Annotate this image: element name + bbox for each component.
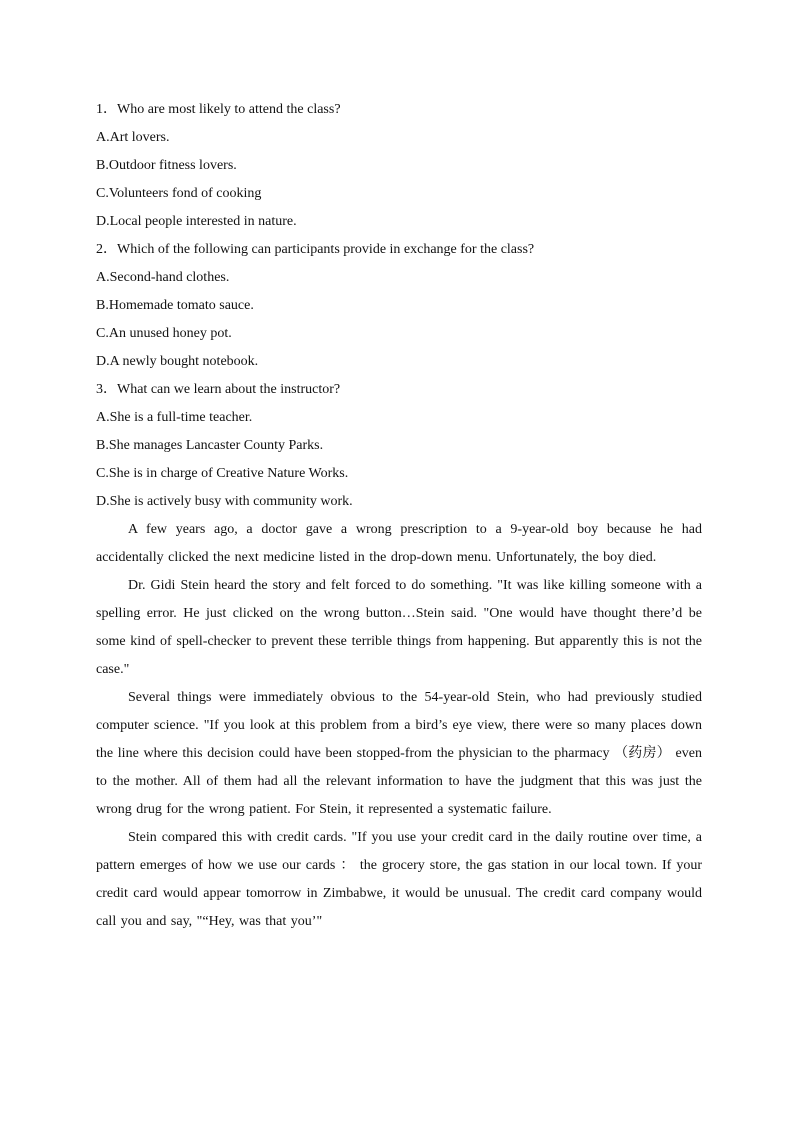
option-a: A.Art lovers. bbox=[96, 130, 170, 145]
question-stem: 2．Which of the following can participants provide in exchange for the class? bbox=[96, 242, 535, 257]
option-a: A.She is a full-time teacher. bbox=[96, 410, 253, 425]
question-stem: 1．Who are most likely to attend the class? bbox=[96, 102, 341, 117]
passage-paragraph: Dr. Gidi Stein heard the story and felt forced to do something. "It was like killing someone with a spelling error. He just clicked on the wrong button…Stein said. "One would have thought there’d be some kind of spell-checker to prevent these terrible things from happening. But apparently this is not the case." bbox=[96, 578, 702, 677]
option-c: C.Volunteers fond of cooking bbox=[96, 186, 262, 201]
question-block bbox=[96, 96, 702, 236]
option-b: B.She manages Lancaster County Parks. bbox=[96, 438, 324, 453]
passage-paragraph: Several things were immediately obvious to the 54-year-old Stein, who had previously studied computer science. "If you look at this problem from a bird’s eye view, there were so many places down the line where this decision could have been stopped-from the physician to the pharmacy （药房） even to the mother. All of them had all the relevant information to have the judgment that this was just the wrong drug for the wrong patient. For Stein, it represented a systematic failure. bbox=[96, 690, 702, 817]
option-d: D.A newly bought notebook. bbox=[96, 354, 259, 369]
option-c: C.She is in charge of Creative Nature Works. bbox=[96, 466, 349, 481]
passage-paragraph: A few years ago, a doctor gave a wrong prescription to a 9-year-old boy because he had accidentally clicked the next medicine listed in the drop-down menu. Unfortunately, the boy died. bbox=[96, 522, 702, 565]
reading-passage bbox=[96, 516, 702, 936]
option-c: C.An unused honey pot. bbox=[96, 326, 232, 341]
question-block bbox=[96, 376, 702, 516]
option-b: B.Homemade tomato sauce. bbox=[96, 298, 254, 313]
option-d: D.She is actively busy with community work. bbox=[96, 494, 353, 509]
question-block bbox=[96, 236, 702, 376]
option-d: D.Local people interested in nature. bbox=[96, 214, 297, 229]
passage-paragraph: Stein compared this with credit cards. "If you use your credit card in the daily routine over time, a pattern emerges of how we use our cards ： the grocery store, the gas station in our local town. If your credit card would appear tomorrow in Zimbabwe, it would be unusual. The credit card company would call you and say, "“Hey, was that you’" bbox=[96, 830, 702, 929]
document-page bbox=[96, 96, 702, 936]
question-stem: 3．What can we learn about the instructor? bbox=[96, 382, 341, 397]
option-b: B.Outdoor fitness lovers. bbox=[96, 158, 237, 173]
option-a: A.Second-hand clothes. bbox=[96, 270, 230, 285]
